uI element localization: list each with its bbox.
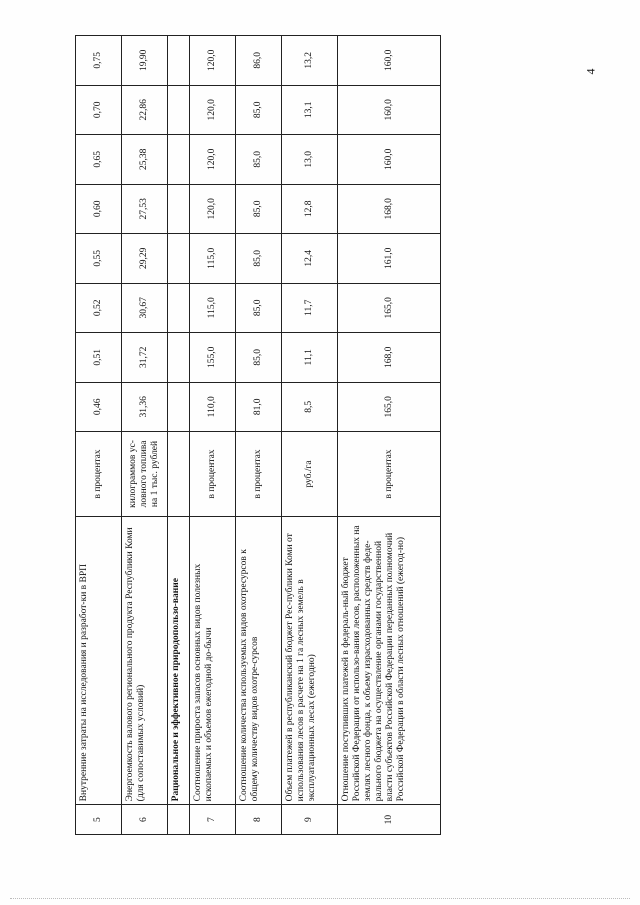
unit-of-measure: в процентах xyxy=(76,432,122,517)
row-number: 9 xyxy=(282,805,338,835)
target-value: 29,29 xyxy=(122,234,168,284)
indicator-name: Отношение поступивших платежей в федераль-ный бюджет Российской Федерации от использо-вания лесов, расположенных на землях лесного фонда, к объему израсходованных средств феде-рального бюджета на осуществление органами государственной власти субъектов Российской Федерации переданных полномочий Российской Федерации в области лесных отношений (ежегод-но) xyxy=(338,516,441,804)
target-value: 0,75 xyxy=(76,36,122,86)
unit-of-measure xyxy=(168,432,190,517)
indicator-name: Соотношение количества используемых видов охотресурсов к общему количеству видов охотре-сурсов xyxy=(236,516,282,804)
table-rotated-container xyxy=(75,35,440,835)
target-value: 155,0 xyxy=(190,333,236,383)
target-value: 13,0 xyxy=(282,135,338,185)
row-number: 8 xyxy=(236,805,282,835)
target-value: 115,0 xyxy=(190,283,236,333)
row-number xyxy=(168,805,190,835)
target-value: 85,0 xyxy=(236,333,282,383)
target-value xyxy=(168,184,190,234)
target-value: 120,0 xyxy=(190,135,236,185)
target-value: 13,1 xyxy=(282,85,338,135)
target-value: 27,53 xyxy=(122,184,168,234)
target-value: 0,70 xyxy=(76,85,122,135)
target-value: 25,38 xyxy=(122,135,168,185)
target-value: 168,0 xyxy=(338,184,441,234)
unit-of-measure: в процентах xyxy=(338,432,441,517)
target-value: 0,52 xyxy=(76,283,122,333)
target-value: 85,0 xyxy=(236,135,282,185)
target-value: 160,0 xyxy=(338,85,441,135)
target-value: 0,55 xyxy=(76,234,122,284)
row-number: 6 xyxy=(122,805,168,835)
target-value: 165,0 xyxy=(338,283,441,333)
table-row xyxy=(282,36,338,835)
target-value: 110,0 xyxy=(190,382,236,432)
target-value: 0,51 xyxy=(76,333,122,383)
target-value: 0,46 xyxy=(76,382,122,432)
row-number: 5 xyxy=(76,805,122,835)
target-value: 168,0 xyxy=(338,333,441,383)
target-value: 120,0 xyxy=(190,85,236,135)
unit-of-measure: килограммов ус-ловного топлива на 1 тыс. рублей xyxy=(122,432,168,517)
unit-of-measure: в процентах xyxy=(236,432,282,517)
target-value: 85,0 xyxy=(236,234,282,284)
target-value: 85,0 xyxy=(236,184,282,234)
section-heading: Рациональное и эффективное природопользо-вание xyxy=(168,516,190,804)
table-row xyxy=(76,36,122,835)
unit-of-measure: руб./га xyxy=(282,432,338,517)
table-row xyxy=(236,36,282,835)
target-value xyxy=(168,382,190,432)
target-value: 165,0 xyxy=(338,382,441,432)
table-row xyxy=(338,36,441,835)
target-value: 120,0 xyxy=(190,184,236,234)
indicator-name: Энергоемкость валового регионального продукта Республики Коми (для сопоставимых условий) xyxy=(122,516,168,804)
target-value: 22,86 xyxy=(122,85,168,135)
target-value: 11,7 xyxy=(282,283,338,333)
unit-of-measure: в процентах xyxy=(190,432,236,517)
table-row xyxy=(168,36,190,835)
table-row xyxy=(190,36,236,835)
target-value: 81,0 xyxy=(236,382,282,432)
target-value: 19,90 xyxy=(122,36,168,86)
target-value: 0,60 xyxy=(76,184,122,234)
target-value: 8,5 xyxy=(282,382,338,432)
table-row xyxy=(122,36,168,835)
target-value xyxy=(168,36,190,86)
target-value: 120,0 xyxy=(190,36,236,86)
page-bottom-line xyxy=(10,898,630,900)
target-value: 161,0 xyxy=(338,234,441,284)
target-value: 115,0 xyxy=(190,234,236,284)
target-value: 0,65 xyxy=(76,135,122,185)
indicator-name: Объем платежей в республиканский бюджет Рес-публики Коми от использования лесов в расчете на 1 га лесных земель в эксплуатационных лесах (ежегодно) xyxy=(282,516,338,804)
target-value xyxy=(168,85,190,135)
target-value xyxy=(168,135,190,185)
indicator-name: Внутренние затраты на исследования и разработ-ки в ВРП xyxy=(76,516,122,804)
page-number: 4 xyxy=(583,68,598,75)
target-value xyxy=(168,234,190,284)
indicators-table xyxy=(75,35,441,835)
target-value: 12,4 xyxy=(282,234,338,284)
target-value: 13,2 xyxy=(282,36,338,86)
target-value: 12,8 xyxy=(282,184,338,234)
target-value: 86,0 xyxy=(236,36,282,86)
target-value xyxy=(168,333,190,383)
target-value: 11,1 xyxy=(282,333,338,383)
row-number: 10 xyxy=(338,805,441,835)
indicator-name: Соотношение прироста запасов основных видов полезных ископаемых и объемов ежегодной до-бычи xyxy=(190,516,236,804)
row-number: 7 xyxy=(190,805,236,835)
target-value: 160,0 xyxy=(338,36,441,86)
target-value: 30,67 xyxy=(122,283,168,333)
target-value: 160,0 xyxy=(338,135,441,185)
target-value: 85,0 xyxy=(236,283,282,333)
target-value xyxy=(168,283,190,333)
target-value: 31,36 xyxy=(122,382,168,432)
target-value: 85,0 xyxy=(236,85,282,135)
target-value: 31,72 xyxy=(122,333,168,383)
